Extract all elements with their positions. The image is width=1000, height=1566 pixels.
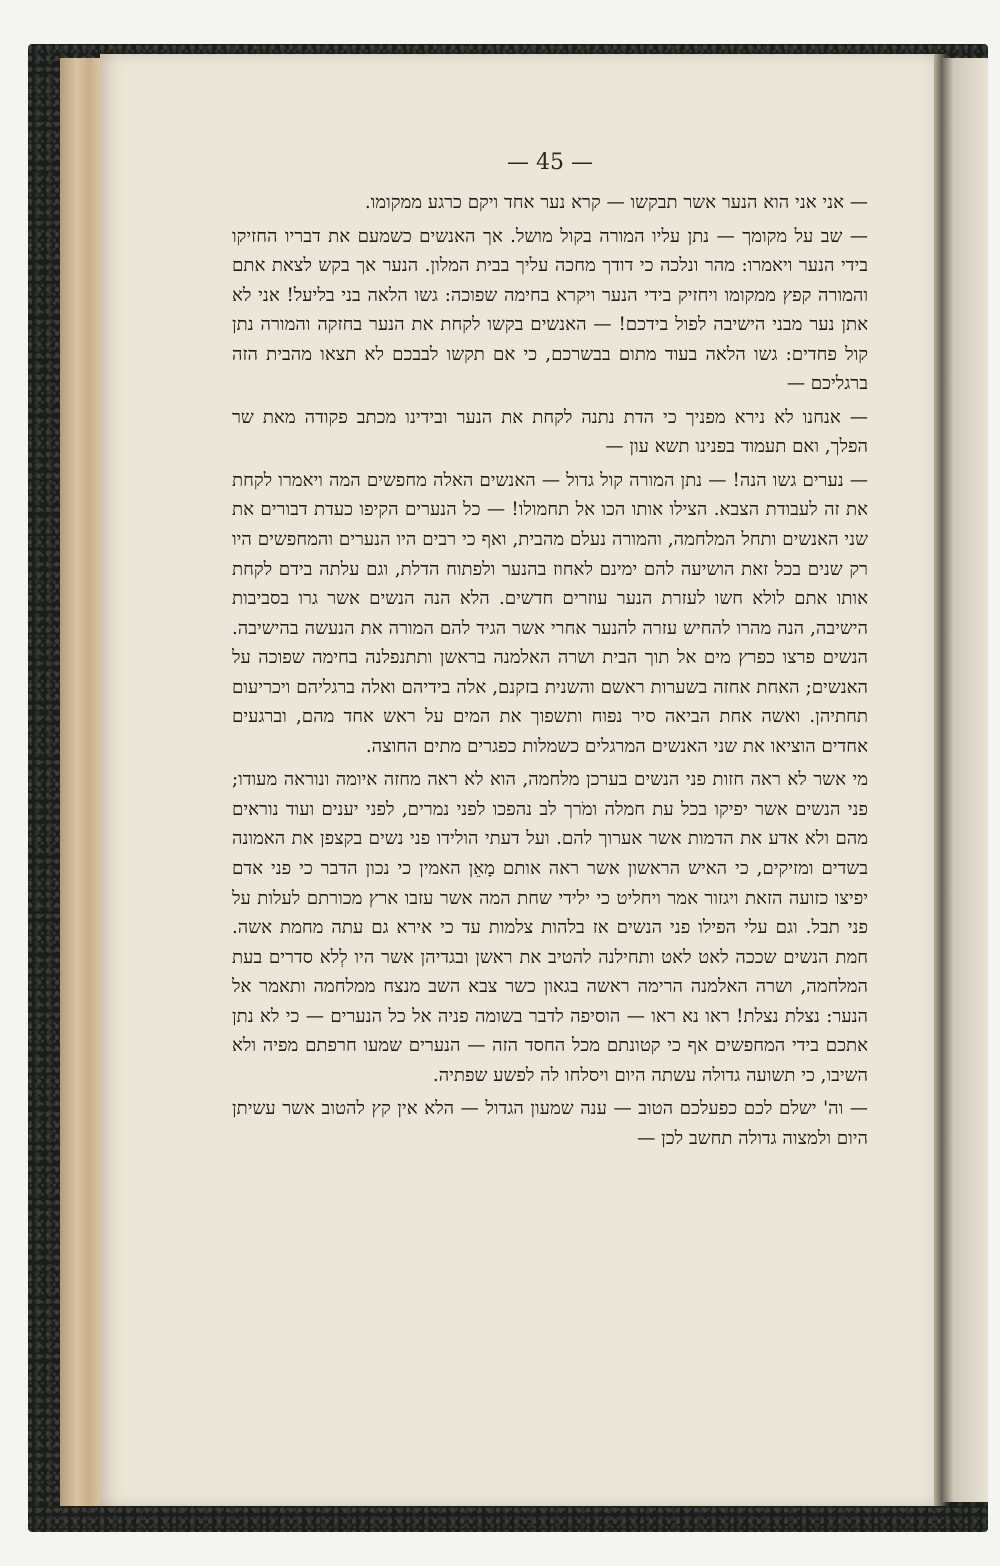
page-text [232, 188, 868, 1154]
paragraph: — נערים גשו הנה! — נתן המורה קול גדול — האנשים האלה מחפשים המה ויאמרו לקחת את זה לעבודת הצבא. הצילו אותו הכו אל תחמולו! — כל הנערים הקיפו כעדת דבורים את שני האנשים ותחל המלחמה, והמורה נעלם מהבית, ואף כי רבים היו הנערים והמחפשים היו רק שנים בכל זאת הושיעה להם ימינם לאחוז בהנער ולפתוח הדלת, וגם עלתה בידם לקחת אותו אתם לולא חשו לעזרת הנער עוזרים חדשים. הלא הנה הנשים אשר גרו בסביבות הישיבה, הנה מהרו להחיש עזרה להנער אחרי אשר הגיד להם המורה את הנעשה בהישיבה. הנשים פרצו כפרץ מים אל תוך הבית ושרה האלמנה בראשן ותתנפלנה בחימה שפוכה על האנשים; האחת אחזה בשערות ראשם והשנית בזקנם, אלה בידיהם ואלה ברגליהם ויכריעום תחתיהן. ואשה אחת הביאה סיר נפוח ותשפוך את המים על ראש אחד מהם, וברגעים אחדים הוציאו את שני האנשים המרגלים כשמלות כפגרים מתים החוצה. [232, 469, 868, 757]
paragraph: — שב על מקומך — נתן עליו המורה בקול מושל. אך האנשים כשמעם את דבריו החזיקו בידי הנער ויאמרו: מהר ונלכה כי דודך מחכה עליך בבית המלון. הנער אך בקש לצאת אתם והמורה קפץ ממקומו ויחזיק בידי הנער ויקרא בחימה שפוכה: גשו הלאה בני בליעל! אני לא אתן נער מבני הישיבה לפול בידכם! — האנשים בקשו לקחת את הנער בחזקה והמורה נתן קול פחדים: גשו הלאה בעוד מתום בבשרכם, כי אם תקשו לבבכם לא תצאו מהבית הזה ברגליכם — [232, 225, 868, 395]
paragraph: — אני אני הוא הנער אשר תבקשו — קרא נער אחד ויקם כרגע ממקומו. [364, 192, 868, 213]
facing-page-edge [942, 58, 988, 1502]
paragraph: מי אשר לא ראה חזות פני הנשים בערכן מלחמה, הוא לא ראה מחזה איומה ונוראה מעודו; פני הנשים אשר יפיקו בכל עת חמלה ומֹרך לב נהפכו לפני נמרים, לפני יענים ועוד נוראים מהם ולא אדע את הדמות אשר אערוך להם. ועל דעתי הולידו פני נשים בקצפן את האמונה בשדים ומזיקים, כי האיש הראשון אשר ראה אותם מָאֵן האמין כי נכון הדבר כי פני אדם יפיצו כזועה הזאת ויגזור אמר ויחליט כי ילידי שחת המה אשר עזבו ארץ מכורתם לעלות על פני תבל. וגם עלי הפילו פני הנשים אז בלהות צלמות עד כי אירא גם עתה מחמת אשה. חמת הנשים שככה לאט לאט ותחילנה להטיב את ראשן ובגדיהן אשר היו לְלא סדרים בעת המלחמה, ושרה האלמנה הרימה ראשה בגאון כשר צבא השב מנצח ממלחמה ותאמר אל הנער: נצלת נצלת! ראו נא ראו — הוסיפה לדבר בשומה פניה אל כל הנערים — כי לא נתן אתכם בידי המחפשים אף כי קטונתם מכל החסד הזה — הנערים שמעו חרפתם מפיה ולא השיבו, כי תשועה גדולה עשתה היום ויסלחו לה לפשע שפתיה. [232, 769, 868, 1086]
paragraph: — אנחנו לא נירא מפניך כי הדת נתנה לקחת את הנער ובידינו מכתב פקודה מאת שר הפלך, ואם תעמוד בפנינו תשא עון — [232, 406, 868, 458]
paragraph: — וה' ישלם לכם כפעלכם הטוב — ענה שמעון הגדול — הלא אין קץ להטוב אשר עשיתן היום ולמצוה גדולה תחשב לכן — [232, 1098, 868, 1149]
page-number: — 45 — [507, 150, 593, 175]
